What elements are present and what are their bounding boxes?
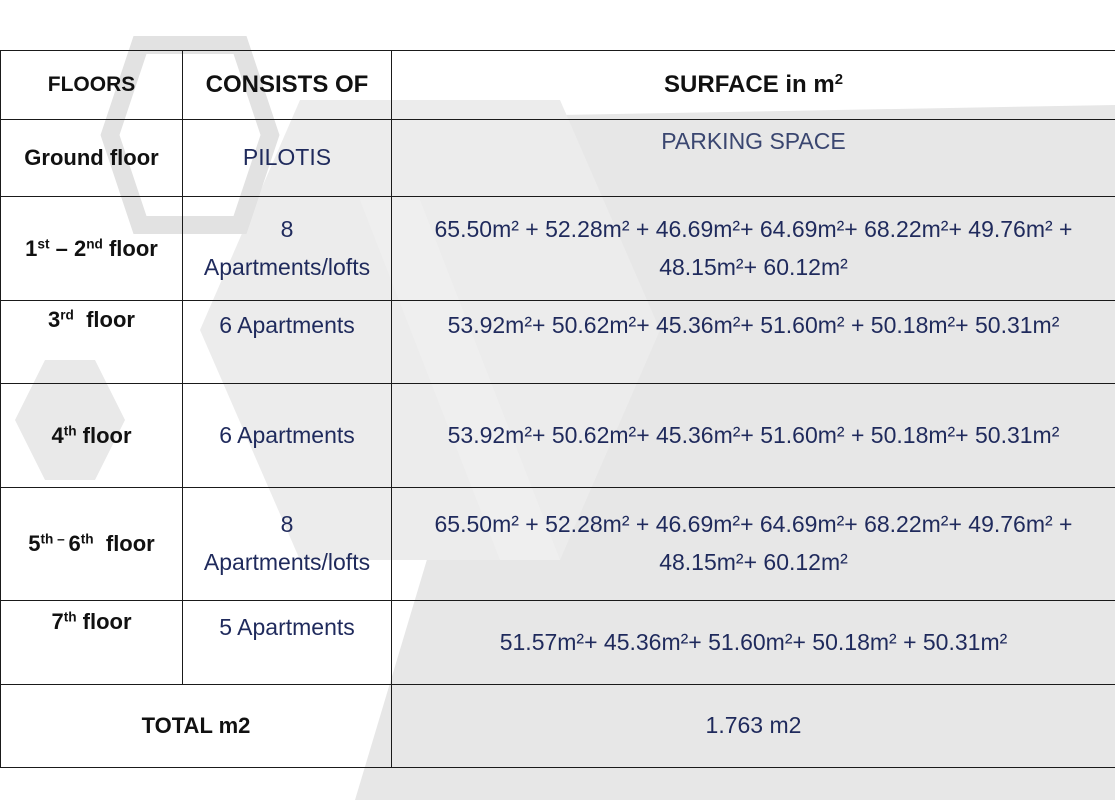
consists-of-cell: 5 Apartments — [183, 601, 392, 685]
table-row — [1, 601, 1115, 685]
surface-cell: PARKING SPACE — [392, 120, 1115, 197]
consists-of-cell: 6 Apartments — [183, 384, 392, 488]
table-row — [1, 197, 1115, 301]
floor-label-7th: 7th floor — [1, 601, 183, 685]
floor-label-1st-2nd: 1st – 2nd floor — [1, 197, 183, 301]
surface-cell: 65.50m² + 52.28m² + 46.69m²+ 64.69m²+ 68.22m²+ 49.76m² + 48.15m²+ 60.12m² — [392, 197, 1115, 301]
floor-label-5th-6th: $5^{th -}$ 6th floor — [1, 488, 183, 601]
total-label: TOTAL m2 — [1, 685, 392, 768]
floor-label-ground: Ground floor — [1, 120, 183, 197]
consists-of-cell: 8 Apartments/lofts — [183, 488, 392, 601]
table-row — [1, 301, 1115, 384]
surface-cell: 53.92m²+ 50.62m²+ 45.36m²+ 51.60m² + 50.18m²+ 50.31m² — [392, 301, 1115, 384]
consists-of-cell: PILOTIS — [183, 120, 392, 197]
consists-of-cell: 8 Apartments/lofts — [183, 197, 392, 301]
surface-cell: 51.57m²+ 45.36m²+ 51.60m²+ 50.18m² + 50.31m² — [392, 601, 1115, 685]
header-surface: SURFACE in $m^2$ — [392, 51, 1115, 120]
table-header-row — [1, 51, 1115, 120]
floor-label-3rd: 3rd floor — [1, 301, 183, 384]
consists-of-cell: 6 Apartments — [183, 301, 392, 384]
table-row — [1, 384, 1115, 488]
table-total-row — [1, 685, 1115, 768]
surface-cell: 65.50m² + 52.28m² + 46.69m²+ 64.69m²+ 68.22m²+ 49.76m² + 48.15m²+ 60.12m² — [392, 488, 1115, 601]
floor-surface-table-container — [0, 50, 1115, 767]
header-floors: FLOORS — [1, 51, 183, 120]
total-value: 1.763 m2 — [392, 685, 1115, 768]
surface-cell: 53.92m²+ 50.62m²+ 45.36m²+ 51.60m² + 50.18m²+ 50.31m² — [392, 384, 1115, 488]
table-row — [1, 488, 1115, 601]
floor-surface-table — [0, 50, 1115, 768]
table-row — [1, 120, 1115, 197]
floor-label-4th: 4th floor — [1, 384, 183, 488]
header-consists-of: CONSISTS OF — [183, 51, 392, 120]
